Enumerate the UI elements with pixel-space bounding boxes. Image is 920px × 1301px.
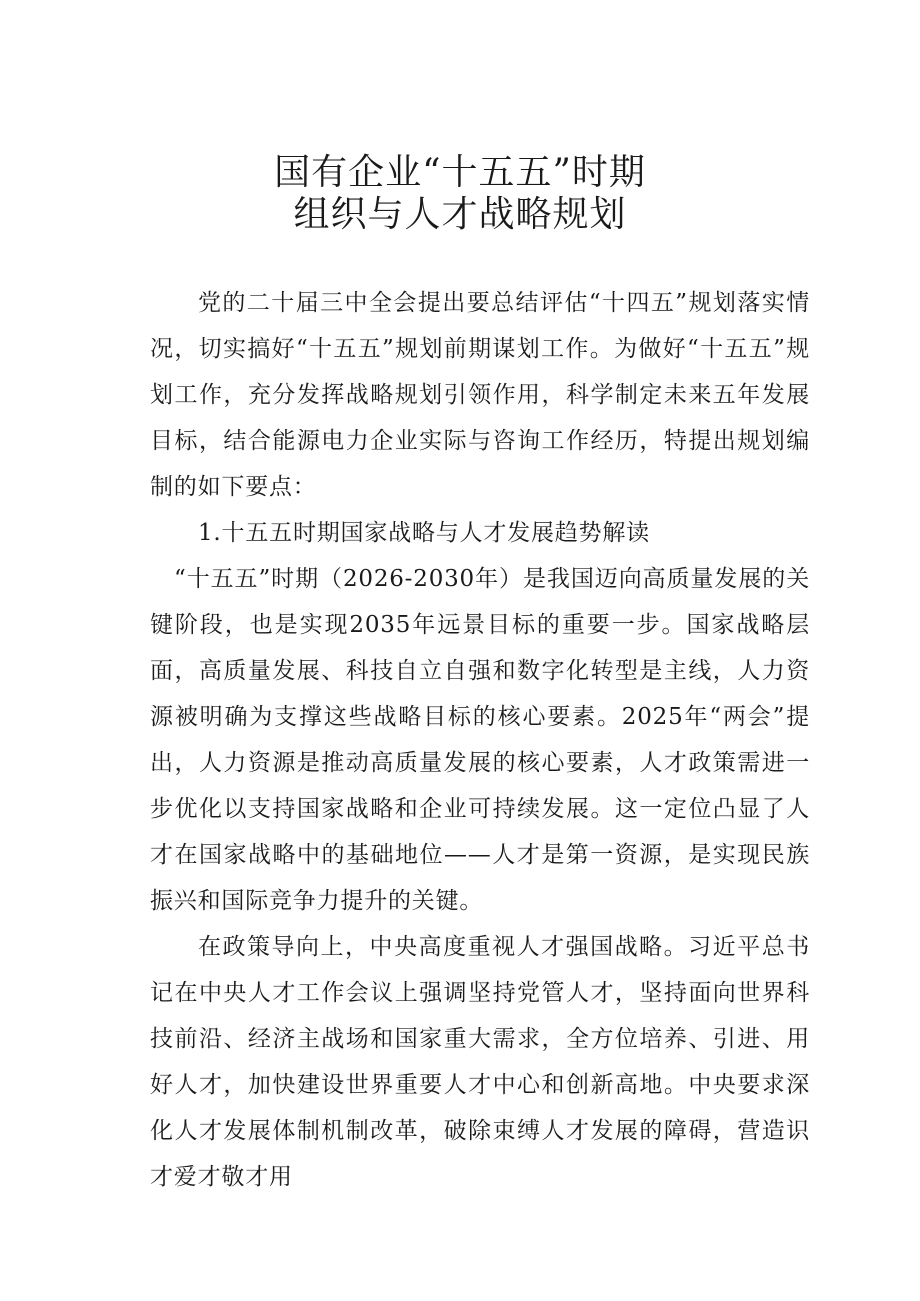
document-title [0, 152, 920, 236]
section-heading: 1.十五五时期国家战略与人才发展趋势解读 [198, 520, 650, 546]
title-line-1: 国有企业“十五五”时期 [274, 152, 646, 193]
document-body [150, 280, 810, 1200]
paragraph-intro: 党的二十届三中全会提出要总结评估“十四五”规划落实情况，切实搞好“十五五”规划前期谋划工作。为做好“十五五”规划工作，充分发挥战略规划引领作用，科学制定未来五年发展目标，结合能源电力企业实际与咨询工作经历，特提出规划编制的如下要点： [150, 290, 810, 500]
paragraph-policy-guidance: 在政策导向上，中央高度重视人才强国战略。习近平总书记在中央人才工作会议上强调坚持党管人才，坚持面向世界科技前沿、经济主战场和国家重大需求，全方位培养、引进、用好人才，加快建设世界重要人才中心和创新高地。中央要求深化人才发展体制机制改革，破除束缚人才发展的障碍，营造识才爱才敬才用 [150, 934, 810, 1190]
title-line-2: 组织与人才战略规划 [293, 194, 627, 235]
paragraph-national-strategy: “十五五”时期（2026-2030年）是我国迈向高质量发展的关键阶段，也是实现2035年远景目标的重要一步。国家战略层面，高质量发展、科技自立自强和数字化转型是主线，人力资源被明确为支撑这些战略目标的核心要素。2025年“两会”提出，人力资源是推动高质量发展的核心要素，人才政策需进一步优化以支持国家战略和企业可持续发展。这一定位凸显了人才在国家战略中的基础地位——人才是第一资源，是实现民族振兴和国际竞争力提升的关键。 [150, 566, 810, 914]
